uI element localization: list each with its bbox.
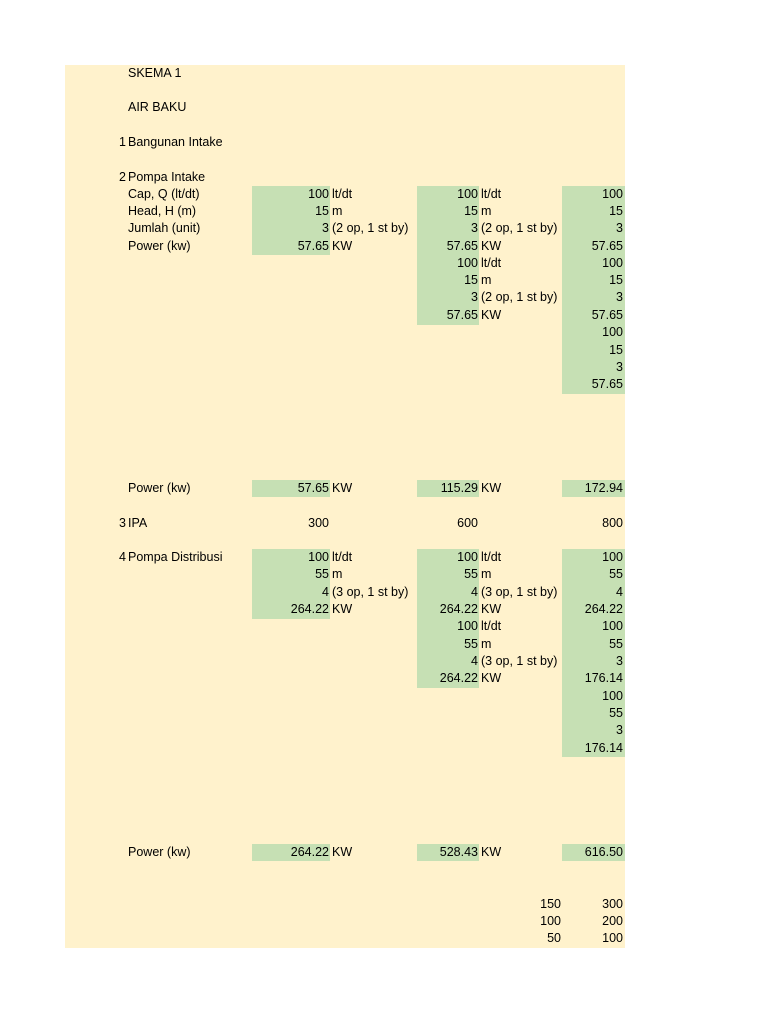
ipa-value: 600 bbox=[457, 516, 478, 530]
cell-value: 57.65 bbox=[591, 377, 623, 391]
cell-value: 4 bbox=[471, 654, 478, 668]
cell-value: 264.22 bbox=[290, 602, 329, 616]
cell-value: 100 bbox=[602, 187, 623, 201]
cell-value: 55 bbox=[464, 637, 478, 651]
cell-value: 100 bbox=[602, 619, 623, 633]
cell-value: 176.14 bbox=[584, 671, 623, 685]
cell-value: 4 bbox=[616, 585, 623, 599]
cell-value: 100 bbox=[602, 689, 623, 703]
scheme-title: SKEMA 1 bbox=[128, 66, 182, 80]
footer-value: 100 bbox=[540, 914, 561, 928]
row-label: Power (kw) bbox=[128, 239, 191, 253]
item-number: 4 bbox=[119, 550, 126, 564]
footer-value: 300 bbox=[602, 897, 623, 911]
cell-unit: KW bbox=[481, 602, 502, 616]
cell-value: 3 bbox=[616, 654, 623, 668]
cell-value: 3 bbox=[616, 221, 623, 235]
item-number: 1 bbox=[119, 135, 126, 149]
ipa-value: 300 bbox=[308, 516, 329, 530]
cell-value: 4 bbox=[322, 585, 329, 599]
cell-unit: KW bbox=[481, 671, 502, 685]
footer-value: 100 bbox=[602, 931, 623, 945]
power-total-label: Power (kw) bbox=[128, 481, 191, 495]
cell-value: 55 bbox=[315, 567, 329, 581]
cell-unit: m bbox=[332, 204, 343, 218]
cell-unit: KW bbox=[332, 239, 353, 253]
cell-value: 100 bbox=[457, 619, 478, 633]
cell-value: 15 bbox=[464, 273, 478, 287]
cell-value: 3 bbox=[616, 723, 623, 737]
cell-value: 57.65 bbox=[591, 239, 623, 253]
power-total-value: 57.65 bbox=[297, 481, 329, 495]
cell-value: 100 bbox=[602, 550, 623, 564]
cell-value: 3 bbox=[322, 221, 329, 235]
cell-value: 15 bbox=[609, 273, 623, 287]
cell-unit: (2 op, 1 st by) bbox=[481, 290, 558, 304]
cell-value: 57.65 bbox=[446, 239, 478, 253]
cell-value: 55 bbox=[609, 637, 623, 651]
cell-unit: (2 op, 1 st by) bbox=[332, 221, 409, 235]
cell-value: 100 bbox=[457, 187, 478, 201]
cell-unit: KW bbox=[481, 308, 502, 322]
cell-value: 15 bbox=[609, 343, 623, 357]
cell-unit: lt/dt bbox=[332, 550, 353, 564]
power-total-value: 264.22 bbox=[290, 845, 329, 859]
section-title: AIR BAKU bbox=[128, 100, 187, 114]
footer-value: 200 bbox=[602, 914, 623, 928]
cell-unit: lt/dt bbox=[332, 187, 353, 201]
cell-unit: lt/dt bbox=[481, 187, 502, 201]
cell-value: 55 bbox=[609, 706, 623, 720]
cell-value: 3 bbox=[616, 290, 623, 304]
cell-value: 15 bbox=[609, 204, 623, 218]
ipa-value: 800 bbox=[602, 516, 623, 530]
cell-value: 264.22 bbox=[439, 602, 478, 616]
cell-unit: (3 op, 1 st by) bbox=[481, 654, 558, 668]
cell-unit: (3 op, 1 st by) bbox=[481, 585, 558, 599]
cell-unit: m bbox=[481, 637, 492, 651]
power-total-value: 528.43 bbox=[439, 845, 478, 859]
row-label: Head, H (m) bbox=[128, 204, 197, 218]
cell-unit: m bbox=[332, 567, 343, 581]
cell-value: 4 bbox=[471, 585, 478, 599]
item-number: 2 bbox=[119, 170, 126, 184]
cell-value: 15 bbox=[315, 204, 329, 218]
cell-unit: lt/dt bbox=[481, 550, 502, 564]
cell-value: 176.14 bbox=[584, 741, 623, 755]
row-label: Jumlah (unit) bbox=[128, 221, 201, 235]
footer-value: 50 bbox=[547, 931, 561, 945]
item-label: Bangunan Intake bbox=[128, 135, 223, 149]
item-number: 3 bbox=[119, 516, 126, 530]
cell-unit: KW bbox=[481, 239, 502, 253]
cell-value: 55 bbox=[609, 567, 623, 581]
cell-unit: KW bbox=[332, 602, 353, 616]
item-label: Pompa Distribusi bbox=[128, 550, 223, 564]
cell-value: 100 bbox=[308, 187, 329, 201]
cell-value: 3 bbox=[616, 360, 623, 374]
cell-unit: m bbox=[481, 204, 492, 218]
cell-unit: lt/dt bbox=[481, 256, 502, 270]
power-total-value: 616.50 bbox=[584, 845, 623, 859]
footer-value: 150 bbox=[540, 897, 561, 911]
cell-value: 55 bbox=[464, 567, 478, 581]
item-label: Pompa Intake bbox=[128, 170, 206, 184]
cell-value: 100 bbox=[308, 550, 329, 564]
cell-unit: lt/dt bbox=[481, 619, 502, 633]
cell-value: 100 bbox=[457, 256, 478, 270]
cell-unit: (2 op, 1 st by) bbox=[481, 221, 558, 235]
item-label: IPA bbox=[128, 516, 148, 530]
cell-value: 264.22 bbox=[584, 602, 623, 616]
cell-value: 57.65 bbox=[591, 308, 623, 322]
power-total-value: 172.94 bbox=[584, 481, 623, 495]
cell-value: 57.65 bbox=[446, 308, 478, 322]
cell-unit: (3 op, 1 st by) bbox=[332, 585, 409, 599]
cell-value: 57.65 bbox=[297, 239, 329, 253]
cell-value: 100 bbox=[602, 325, 623, 339]
row-label: Cap, Q (lt/dt) bbox=[128, 187, 200, 201]
cell-unit: m bbox=[481, 567, 492, 581]
power-total-unit: KW bbox=[332, 481, 353, 495]
cell-value: 264.22 bbox=[439, 671, 478, 685]
power-total-unit: KW bbox=[481, 481, 502, 495]
power-total-unit: KW bbox=[332, 845, 353, 859]
power-total-value: 115.29 bbox=[440, 481, 478, 495]
cell-unit: m bbox=[481, 273, 492, 287]
cell-value: 3 bbox=[471, 290, 478, 304]
cell-value: 15 bbox=[464, 204, 478, 218]
cell-value: 100 bbox=[457, 550, 478, 564]
cell-value: 3 bbox=[471, 221, 478, 235]
power-total-unit: KW bbox=[481, 845, 502, 859]
power-total-label: Power (kw) bbox=[128, 845, 191, 859]
cell-value: 100 bbox=[602, 256, 623, 270]
